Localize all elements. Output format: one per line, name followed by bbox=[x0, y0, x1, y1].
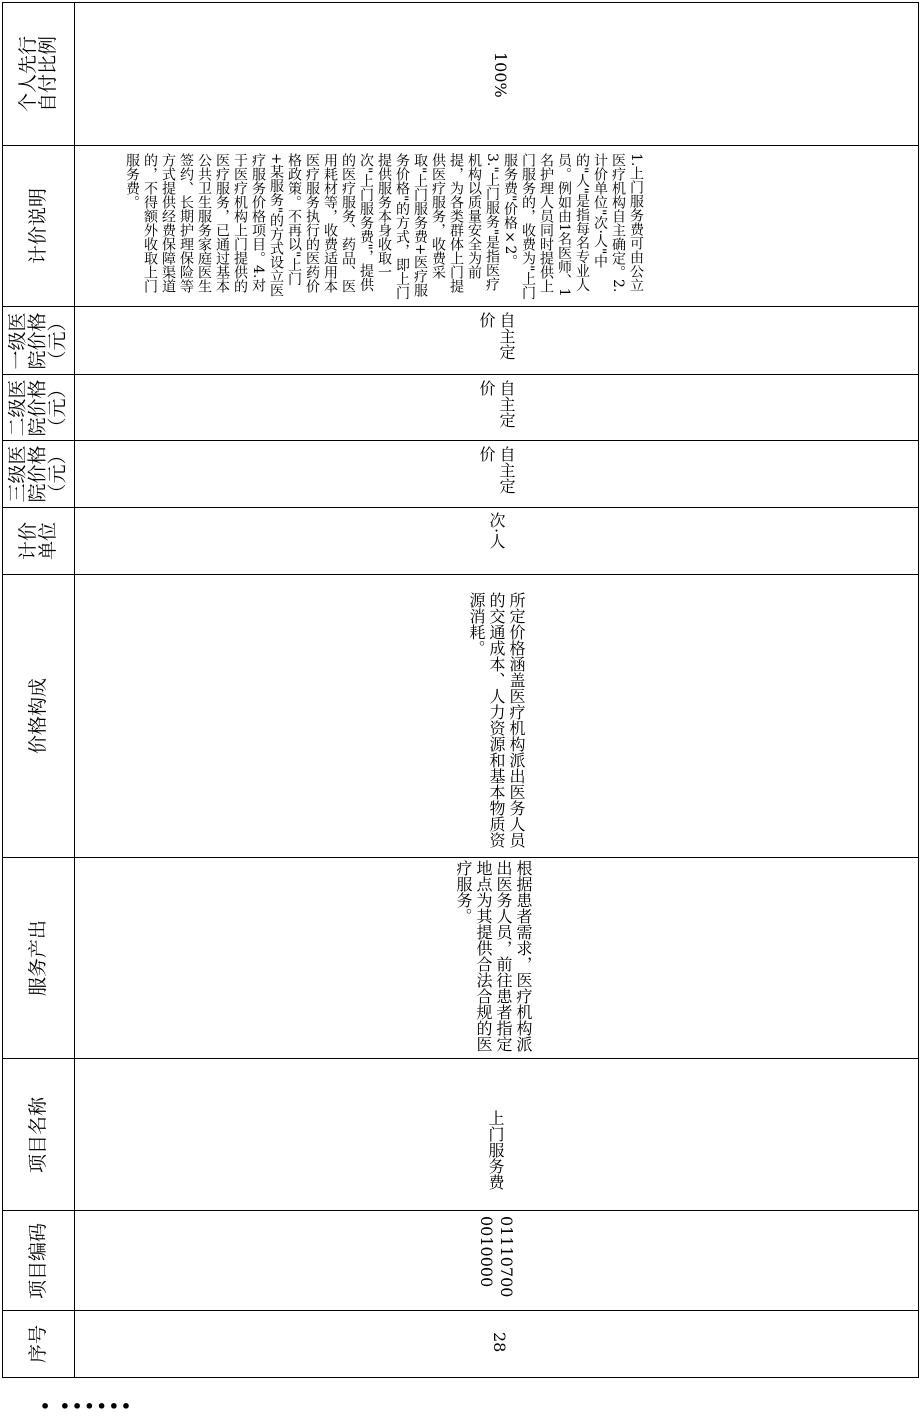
header-tier1-price-label: 一级医 院价格 （元） bbox=[6, 311, 69, 370]
cell-price-composition: 所定价格涵盖医疗机构派出医务人员的交通成本、人力资源和基本物质资源消耗。 bbox=[467, 592, 526, 848]
header-item-name bbox=[2, 1059, 74, 1210]
cell-self-pay-ratio: 100% bbox=[491, 52, 510, 98]
header-self-pay-ratio bbox=[2, 3, 74, 145]
row-divider bbox=[2, 1310, 919, 1311]
header-serial-label: 序号 bbox=[26, 1324, 49, 1364]
header-price-composition bbox=[2, 575, 74, 857]
cell-pricing-note: 1.上门服务费可由公立医疗机构自主确定。2.计价单位"次·人"中的"人"是指每名专业人员。例如由1名医师、1名护理人员同时提供上门服务的，收费为"上门服务费"价格×2。3."上门服务"是指医疗机构以质量安全为前提，为各类群体上门提供医疗服务，收费采取"上门服务费+医疗服务价格"的方式，即上门提供服务本身收取一次"上门服务费"，提供的医疗服务、药品、医用耗材等，收费适用本医疗服务执行的医药价格政策。不再以"上门+某服务"的方式设立医疗服务价格项目。4.对于医疗机构上门提供的医疗服务，已通过基本公共卫生服务家庭医生签约、长期护理保险等方式提供经费保障渠道的，不得额外收取上门服务费。 bbox=[124, 153, 644, 300]
header-service-output-label: 服务产出 bbox=[27, 919, 50, 997]
header-column-divider bbox=[74, 2, 75, 1378]
cell-tier2-price: 自主定价 bbox=[477, 380, 516, 428]
row-divider bbox=[2, 374, 919, 375]
header-self-pay-ratio-label: 个人先行 自付比例 bbox=[17, 35, 60, 113]
header-item-code-label: 项目编码 bbox=[27, 1222, 50, 1299]
header-pricing-note-label: 计价说明 bbox=[27, 187, 50, 265]
table-border-top bbox=[2, 2, 919, 3]
row-divider bbox=[2, 306, 919, 307]
header-pricing-note bbox=[2, 146, 74, 306]
header-unit bbox=[2, 508, 74, 574]
header-tier3-price-label: 三级医 院价格 （元） bbox=[6, 445, 69, 503]
row-divider bbox=[2, 1058, 919, 1059]
row-divider bbox=[2, 857, 919, 858]
row-divider bbox=[2, 507, 919, 508]
header-item-name-label: 项目名称 bbox=[27, 1096, 50, 1173]
row-divider bbox=[2, 440, 919, 441]
cell-service-output: 根据患者需求，医疗机构派出医务人员，前往患者指定地点为其提供合法合规的医疗服务。 bbox=[454, 860, 533, 1052]
header-tier3-price bbox=[2, 441, 74, 507]
header-unit-label: 计价 单位 bbox=[16, 521, 59, 561]
continuation-ellipsis: • •••••• bbox=[40, 1397, 134, 1416]
cell-unit: 次·人 bbox=[487, 512, 506, 550]
header-tier1-price bbox=[2, 307, 74, 374]
cell-item-name: 上门服务费 bbox=[486, 1110, 505, 1190]
header-tier2-price bbox=[2, 375, 74, 440]
header-price-composition-label: 价格构成 bbox=[27, 677, 50, 755]
row-divider bbox=[2, 145, 919, 146]
row-divider bbox=[2, 574, 919, 575]
header-service-output bbox=[2, 858, 74, 1058]
cell-serial: 28 bbox=[490, 1332, 509, 1353]
cell-item-code: 011107000010000 bbox=[477, 1216, 516, 1298]
header-serial bbox=[2, 1311, 74, 1377]
cell-tier1-price: 自主定价 bbox=[477, 312, 516, 360]
row-divider bbox=[2, 1210, 919, 1211]
table-border-right bbox=[918, 2, 919, 1378]
header-item-code bbox=[2, 1211, 74, 1310]
table-border-bottom bbox=[2, 1377, 919, 1378]
header-tier2-price-label: 二级医 院价格 （元） bbox=[6, 378, 69, 437]
cell-tier3-price: 自主定价 bbox=[477, 446, 516, 494]
